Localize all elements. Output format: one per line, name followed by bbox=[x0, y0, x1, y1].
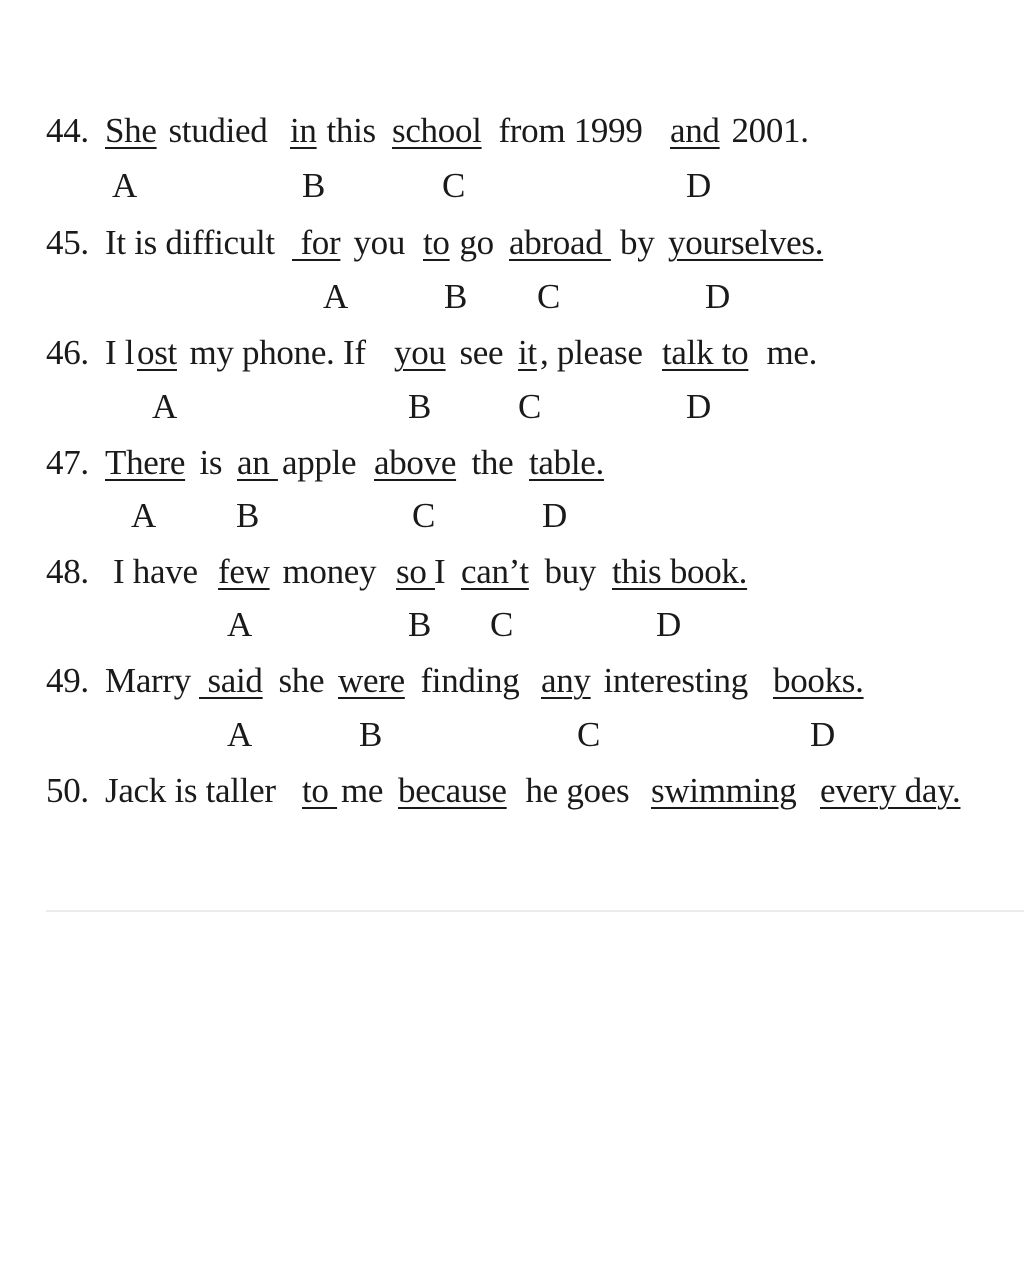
option-b-text: because bbox=[398, 771, 507, 810]
option-b-label: B bbox=[359, 715, 383, 754]
option-a-label: A bbox=[227, 715, 253, 754]
option-c-text: any bbox=[541, 661, 591, 700]
option-c-label: C bbox=[577, 715, 601, 754]
option-a-label: A bbox=[227, 605, 253, 644]
option-a-text: She bbox=[105, 111, 157, 150]
question-number: 49. bbox=[46, 661, 89, 700]
sentence-text: interesting bbox=[595, 661, 757, 700]
section-divider bbox=[46, 910, 1024, 912]
option-c-text: swimming bbox=[651, 771, 797, 810]
option-c-text: school bbox=[392, 111, 482, 150]
option-a-label: A bbox=[152, 387, 178, 426]
option-d-text: table. bbox=[529, 443, 604, 482]
option-b-label: B bbox=[408, 387, 432, 426]
sentence-text bbox=[809, 768, 817, 814]
option-c-label: C bbox=[412, 496, 436, 535]
sentence-text: from 1999 bbox=[490, 111, 651, 150]
option-c-label: C bbox=[442, 166, 466, 205]
option-d-label: D bbox=[656, 605, 682, 644]
sentence-text: , please bbox=[540, 333, 651, 372]
question-number: 46. bbox=[46, 333, 89, 372]
sentence-text: my phone. If bbox=[181, 333, 375, 372]
option-c-label: C bbox=[490, 605, 514, 644]
option-c-text: above bbox=[374, 443, 457, 482]
option-a-label: A bbox=[112, 166, 138, 205]
option-d-text: every day. bbox=[820, 771, 961, 810]
sentence-text: by bbox=[620, 223, 663, 262]
sentence-text: buy bbox=[536, 552, 605, 591]
sentence-text: Jack is taller bbox=[105, 771, 285, 810]
sentence-text: me. bbox=[758, 333, 818, 372]
question-number: 45. bbox=[46, 223, 89, 262]
sentence-text: I l bbox=[105, 333, 135, 372]
option-d-text: and bbox=[670, 111, 720, 150]
option-a-label: A bbox=[323, 277, 349, 316]
sentence-text: me bbox=[341, 771, 392, 810]
sentence-text: finding bbox=[412, 661, 528, 700]
option-c-text: it bbox=[518, 333, 537, 372]
option-a-text: said bbox=[199, 661, 263, 700]
option-b-text: to bbox=[423, 223, 450, 262]
option-d-label: D bbox=[686, 166, 712, 205]
option-b-text: so bbox=[396, 552, 435, 591]
option-a-text: ost bbox=[137, 333, 177, 372]
sentence-text: see bbox=[451, 333, 512, 372]
option-d-label: D bbox=[542, 496, 568, 535]
sentence-text: go bbox=[451, 223, 503, 262]
option-b-text: an bbox=[237, 443, 278, 482]
option-c-label: C bbox=[518, 387, 542, 426]
option-d-label: D bbox=[686, 387, 712, 426]
option-a-text: few bbox=[218, 552, 270, 591]
sentence-text: It is difficult bbox=[105, 223, 275, 262]
question-number: 50. bbox=[46, 771, 89, 810]
option-c-text: abroad bbox=[509, 223, 611, 262]
question-number: 47. bbox=[46, 443, 89, 482]
sentence-text: you bbox=[345, 223, 414, 262]
option-a-text: to bbox=[302, 771, 338, 810]
sentence-text: the bbox=[463, 443, 522, 482]
sentence-text: studied bbox=[160, 111, 276, 150]
sentence-text: Marry bbox=[105, 661, 191, 700]
option-b-text: were bbox=[338, 661, 405, 700]
option-b-label: B bbox=[302, 166, 326, 205]
sentence-text: is bbox=[191, 443, 231, 482]
sentence-text: money bbox=[274, 552, 385, 591]
option-a-text: for bbox=[292, 223, 341, 262]
option-d-label: D bbox=[810, 715, 836, 754]
option-a-label: A bbox=[131, 496, 157, 535]
sentence-text: this bbox=[318, 111, 385, 150]
option-b-label: B bbox=[408, 605, 432, 644]
sentence-text: apple bbox=[282, 443, 365, 482]
question-number: 44. bbox=[46, 111, 89, 150]
sentence-text: I bbox=[434, 552, 454, 591]
option-a-text: There bbox=[105, 443, 186, 482]
option-c-text: can’t bbox=[461, 552, 529, 591]
option-b-text: in bbox=[290, 111, 317, 150]
option-c-label: C bbox=[537, 277, 561, 316]
sentence-text: 2001. bbox=[723, 111, 809, 150]
option-d-label: D bbox=[705, 277, 731, 316]
option-d-text: talk to bbox=[662, 333, 749, 372]
option-d-text: books. bbox=[773, 661, 864, 700]
sentence-text: he goes bbox=[517, 771, 638, 810]
question-number: 48. bbox=[46, 552, 89, 591]
option-b-label: B bbox=[236, 496, 260, 535]
option-b-text: you bbox=[394, 333, 446, 372]
sentence-text: she bbox=[270, 661, 333, 700]
option-b-label: B bbox=[444, 277, 468, 316]
option-d-text: yourselves. bbox=[668, 223, 824, 262]
option-d-text: this book. bbox=[612, 552, 748, 591]
sentence-text: I have bbox=[113, 552, 207, 591]
